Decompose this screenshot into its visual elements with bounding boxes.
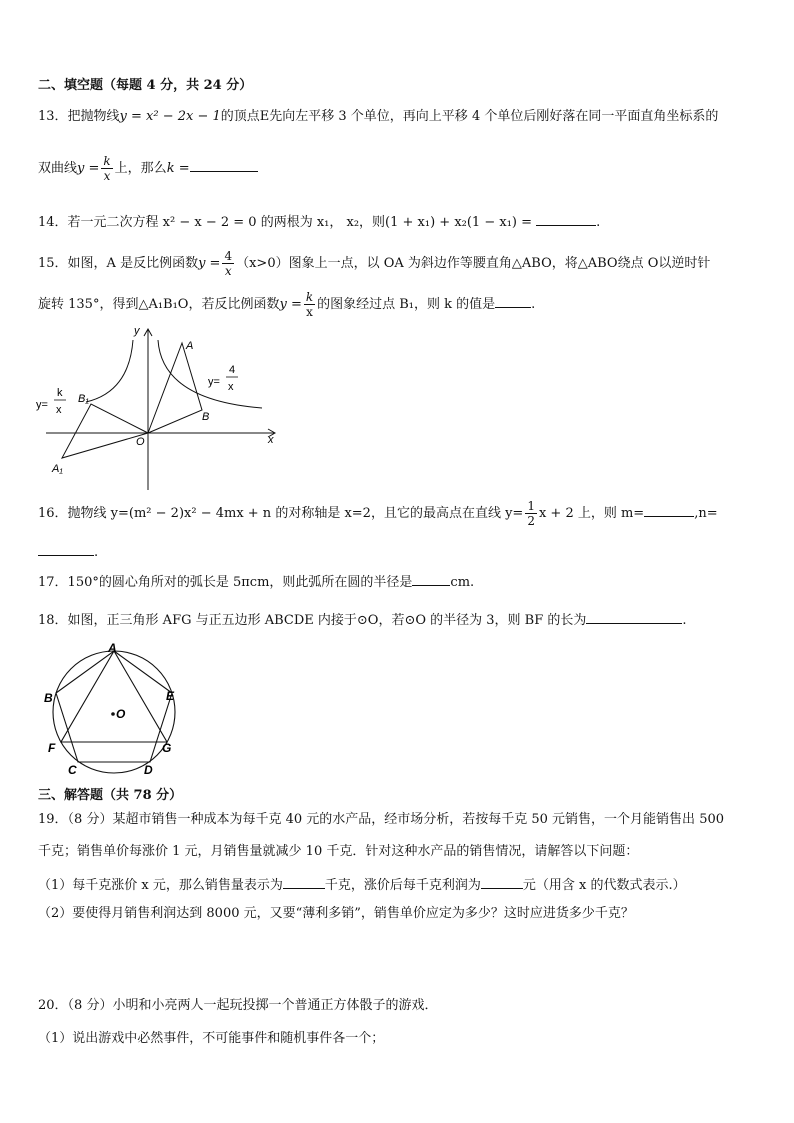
q14-end: . xyxy=(596,215,601,230)
question-17 xyxy=(38,573,474,591)
q19-part1-a: （1）每千克涨价 x 元，那么销售量表示为 xyxy=(38,878,283,893)
question-19-part-1 xyxy=(38,876,686,894)
right-hyperbola-branch xyxy=(158,340,262,408)
q13-frac-den: x xyxy=(103,169,111,183)
q13-frac-num: k xyxy=(103,154,111,168)
q19-sales-blank[interactable] xyxy=(283,876,325,889)
question-13-line-2 xyxy=(38,152,258,186)
q15-line2-pre: 旋转 135°，得到△A₁B₁O，若反比例函数 xyxy=(38,297,280,312)
q15-line2-post: 的图象经过点 B₁，则 k 的值是 xyxy=(317,297,496,312)
q15-answer-blank[interactable] xyxy=(495,295,531,308)
point-F: F xyxy=(48,741,56,755)
q16-frac-den: 2 xyxy=(527,514,535,528)
q13-line2-pre: 双曲线 xyxy=(38,161,78,176)
left-curve-eq-prefix: y= xyxy=(36,399,48,411)
question-15-line-2 xyxy=(38,288,535,322)
figure-18-circle-pentagon-triangle xyxy=(40,640,190,776)
point-E: E xyxy=(166,689,175,703)
question-13-line-1 xyxy=(38,109,718,125)
q15-frac-den: x xyxy=(224,264,232,278)
q16-end: . xyxy=(94,545,99,560)
q16-n-eq: ,n= xyxy=(694,506,718,521)
q16-m-blank[interactable] xyxy=(644,504,694,517)
circle-O xyxy=(53,651,175,773)
q16-line1-pre: 16．抛物线 y=(m² − 2)x² − 4mx + n 的对称轴是 x=2，且它的最高点在直线 y= xyxy=(38,506,524,521)
left-hyperbola-branch xyxy=(86,340,133,402)
question-20-line-1: 20．（8 分）小明和小亮两人一起玩投掷一个普通正方体骰子的游戏． xyxy=(38,998,438,1013)
point-B: B xyxy=(44,691,53,705)
q17-answer-blank[interactable] xyxy=(412,573,450,586)
pentagon-ABCDE xyxy=(56,651,172,762)
q19-part1-c: 元（用含 x 的代数式表示.） xyxy=(522,878,686,893)
triangle-AFG xyxy=(61,651,167,742)
q17-text: 17．150°的圆心角所对的弧长是 5πcm，则此弧所在圆的半径是 xyxy=(38,575,413,590)
q16-n-blank[interactable] xyxy=(38,543,94,556)
figure-15-hyperbola-diagram xyxy=(34,322,284,492)
label-A: A xyxy=(186,340,194,352)
right-curve-eq-num: 4 xyxy=(229,364,236,376)
q16-frac-num: 1 xyxy=(527,499,535,513)
question-14 xyxy=(38,213,600,231)
q15-frac-num: 4 xyxy=(224,249,233,263)
q15-y-eq: y = xyxy=(198,256,221,271)
q14-answer-blank[interactable] xyxy=(536,213,596,226)
right-curve-eq-prefix: y= xyxy=(208,376,220,388)
q15-line1-pre: 15．如图，A 是反比例函数 xyxy=(38,256,199,271)
q15-frac2-num: k xyxy=(305,290,314,304)
section-3-title: 三、解答题（共 78 分） xyxy=(38,788,183,803)
q15-end: . xyxy=(531,297,536,312)
q19-profit-blank[interactable] xyxy=(481,876,523,889)
right-curve-eq-den: x xyxy=(228,381,234,393)
point-C: C xyxy=(68,763,77,776)
point-O: O xyxy=(116,707,126,721)
q15-fraction-2 xyxy=(304,290,315,319)
question-16-line-1 xyxy=(38,497,718,531)
q13-text-pre: 13．把抛物线 xyxy=(38,109,120,124)
question-15-line-1 xyxy=(38,247,710,281)
q13-answer-blank[interactable] xyxy=(190,159,258,172)
section-title: 二、填空题（每题 4 分，共 24 分） xyxy=(38,78,253,93)
question-16-line-2 xyxy=(38,543,98,561)
question-19-part-2: （2）要使得月销售利润达到 8000 元，又要“薄利多销”，销售单价应定为多少？这时应进货多少千克？ xyxy=(38,906,634,921)
q18-text: 18．如图，正三角形 AFG 与正五边形 ABCDE 内接于⊙O，若⊙O 的半径为 3，则 BF 的长为 xyxy=(38,613,587,628)
question-19-line-1: 19．（8 分）某超市销售一种成本为每千克 40 元的水产品，经市场分析，若按每千克 50 元销售，一个月能销售出 500 xyxy=(38,812,725,827)
q13-formula: y = x² − 2x − 1 xyxy=(119,109,221,124)
q17-end: cm. xyxy=(450,575,475,590)
q13-line2-post: 上，那么 xyxy=(114,161,167,176)
q16-fraction xyxy=(525,499,537,528)
label-A1: A₁ xyxy=(52,463,63,475)
q15-fraction xyxy=(222,249,234,278)
label-O: O xyxy=(136,436,145,448)
q19-part1-b: 千克，涨价后每千克利润为 xyxy=(324,878,481,893)
label-B: B xyxy=(202,411,210,423)
question-18 xyxy=(38,611,687,629)
question-19-line-2: 千克；销售单价每涨价 1 元，月销售量就减少 10 千克．针对这种水产品的销售情况，请解答以下问题： xyxy=(38,844,639,859)
q15-line1-post: （x>0）图象上一点，以 OA 为斜边作等腰直角△ABO，将△ABO绕点 O以逆时针 xyxy=(236,256,711,271)
triangle-ABO xyxy=(148,343,202,433)
q16-line1-post: x + 2 上，则 m= xyxy=(538,506,645,521)
point-G: G xyxy=(162,741,172,755)
point-A: A xyxy=(108,641,117,655)
label-B1: B₁ xyxy=(78,393,89,405)
center-point xyxy=(111,712,115,716)
left-curve-eq-den: x xyxy=(56,404,62,416)
label-x: x xyxy=(268,434,274,446)
point-D: D xyxy=(144,763,153,776)
question-20-part-1: （1）说出游戏中必然事件，不可能事件和随机事件各一个； xyxy=(38,1031,385,1046)
label-y: y xyxy=(134,325,140,337)
q14-text: 14．若一元二次方程 x² − x − 2 = 0 的两根为 x₁， x₂，则(1 + x₁) + x₂(1 − x₁) = xyxy=(38,215,533,230)
q13-fraction xyxy=(101,154,112,183)
left-curve-eq-num: k xyxy=(57,387,63,399)
q13-k-eq: k = xyxy=(166,161,190,176)
q18-answer-blank[interactable] xyxy=(586,611,682,624)
q15-y-eq2: y = xyxy=(279,297,302,312)
q13-y-eq: y = xyxy=(77,161,100,176)
triangle-A1B1O xyxy=(62,404,148,458)
q13-text-post: 的顶点E先向左平移 3 个单位，再向上平移 4 个单位后刚好落在同一平面直角坐标系的 xyxy=(220,109,719,124)
q18-end: . xyxy=(682,613,687,628)
q15-frac2-den: x xyxy=(306,305,313,319)
